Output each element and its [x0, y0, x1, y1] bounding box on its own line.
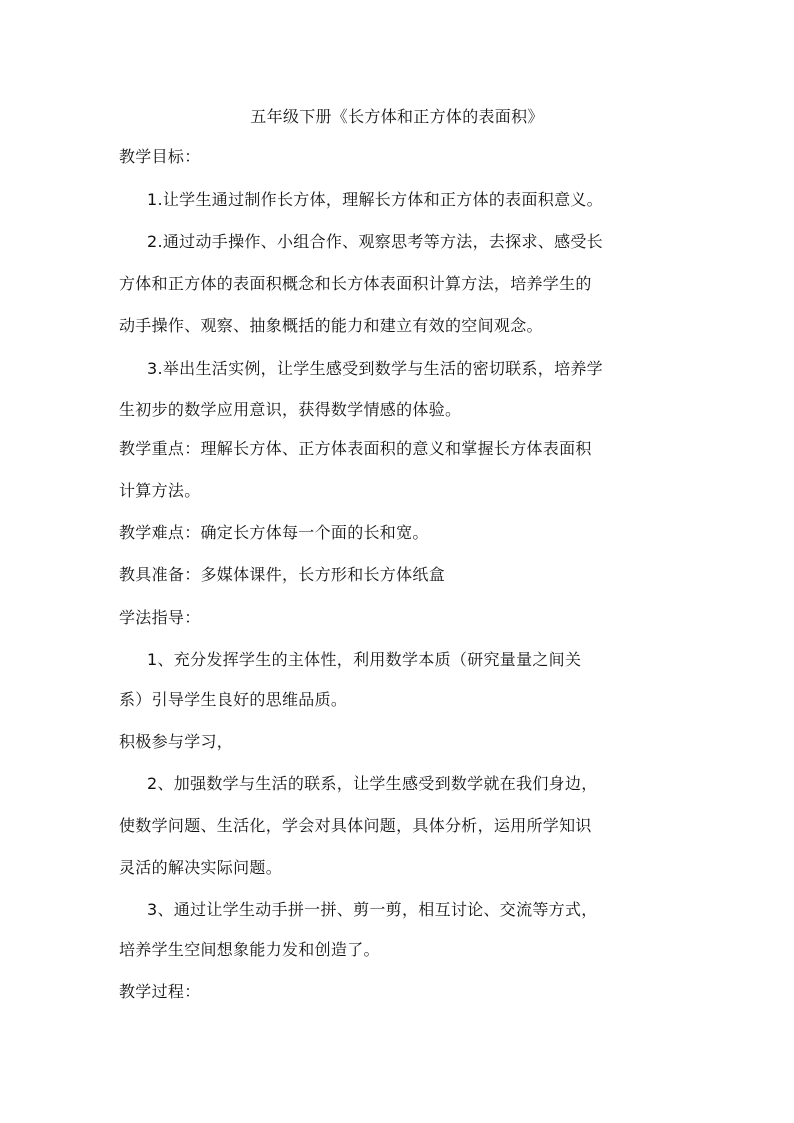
- materials-text: 教具准备：多媒体课件，长方形和长方体纸盒: [119, 565, 446, 584]
- objective-3-line-2: 生初步的数学应用意识，获得数学情感的体验。: [119, 400, 462, 419]
- study-guide-3-line-1: 3、通过让学生动手拼一拼、剪一剪，相互讨论、交流等方式，: [147, 900, 598, 919]
- study-guide-2-line-1: 2、加强数学与生活的联系，让学生感受到数学就在我们身边，: [147, 774, 598, 793]
- study-guide-3-line-2: 培养学生空间想象能力发和创造了。: [119, 940, 380, 959]
- study-guide-1-line-1: 1、充分发挥学生的主体性，利用数学本质（研究量量之间关: [147, 650, 582, 669]
- key-points-line-1: 教学重点：理解长方体、正方体表面积的意义和掌握长方体表面积: [119, 439, 592, 458]
- objective-2-line-2: 方体和正方体的表面积概念和长方体表面积计算方法，培养学生的: [119, 274, 592, 293]
- study-guide-1-line-2: 系）引导学生良好的思维品质。: [119, 690, 348, 709]
- objectives-heading: 教学目标：: [119, 147, 201, 166]
- process-heading: 教学过程：: [119, 982, 201, 1001]
- study-guide-1-line-3: 积极参与学习，: [119, 732, 234, 751]
- objective-3-line-1: 3.举出生活实例，让学生感受到数学与生活的密切联系，培养学: [147, 359, 603, 378]
- difficulty-text: 教学难点：确定长方体每一个面的长和宽。: [119, 523, 429, 542]
- study-guide-2-line-2: 使数学问题、生活化，学会对具体问题，具体分析，运用所学知识: [119, 816, 592, 835]
- study-guide-heading: 学法指导：: [119, 608, 201, 627]
- objective-2-line-1: 2.通过动手操作、小组合作、观察思考等方法，去探求、感受长: [147, 232, 603, 251]
- document-title: 五年级下册《长方体和正方体的表面积》: [250, 107, 544, 126]
- objective-2-line-3: 动手操作、观察、抽象概括的能力和建立有效的空间观念。: [119, 316, 543, 335]
- key-points-line-2: 计算方法。: [119, 481, 201, 500]
- objective-1-line-1: 1.让学生通过制作长方体，理解长方体和正方体的表面积意义。: [147, 190, 603, 209]
- study-guide-2-line-3: 灵活的解决实际问题。: [119, 858, 283, 877]
